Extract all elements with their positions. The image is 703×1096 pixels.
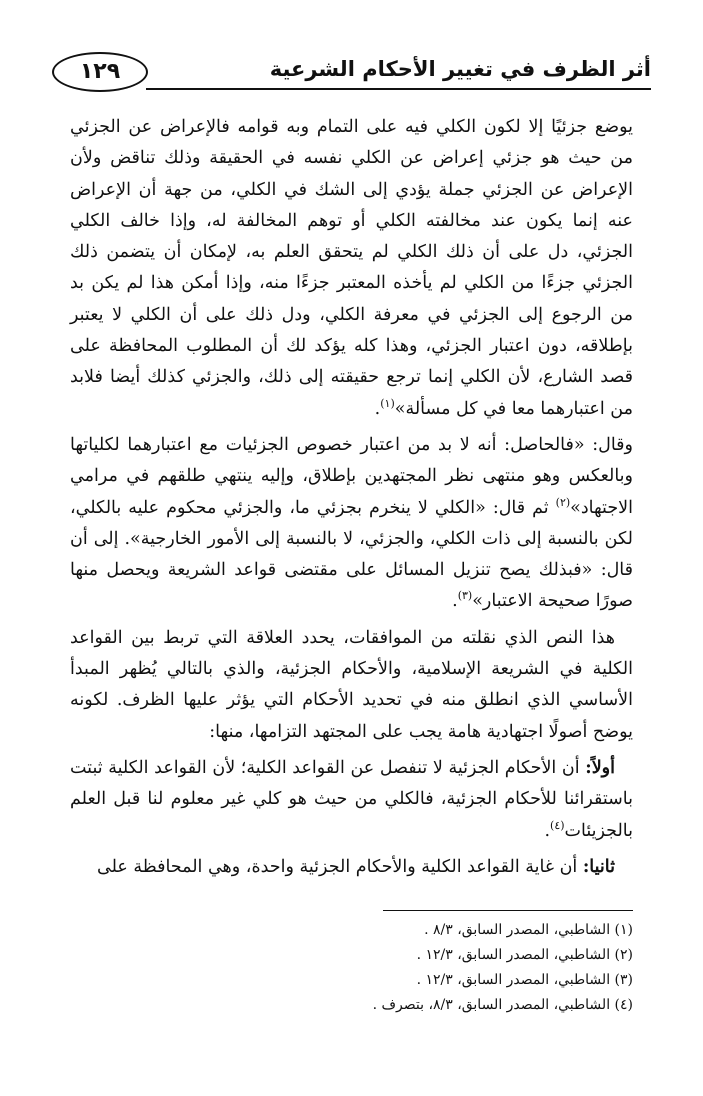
footnote-ref-4: (٤) (550, 818, 565, 832)
paragraph-2: وقال: «فالحاصل: أنه لا بد من اعتبار خصوص الجزئيات مع اعتبارهما لكلياتها وبالعكس وهو منتهى نظر المجتهدين بإطلاق، وإليه ينتهي طلقهم في مرامي الاجتهاد»$^{(٢)}$ ثم قال: «الكلي لا ينخرم بجزئي ما، والجزئي محكوم عليه بالكلي، لكن بالنسبة إلى ذات الكلي، والجزئي، لا بالنسبة إلى الأمور الخارجية». إلى أن قال: «فبذلك يصح تنزيل المسائل على مقتضى قواعد الشريعة ويحصل منها صورًا صحيحة الاعتبار»$^{(٣)}$. (70, 434, 633, 612)
paragraph-5 (70, 852, 633, 883)
footnote-2: (٢) الشاطبي، المصدر السابق، ١٢/٣ . (416, 947, 633, 963)
footnote-ref-2: (٢) (555, 495, 571, 509)
paragraph-1-text: يوضع جزئيًا إلا لكون الكلي فيه على التمام وبه قوامه فالإعراض عن الجزئي من حيث هو جزئي إعراض عن الكلي نفسه في الحقيقة وذلك تناقض ولأن الإعراض عن الجزئي جملة يؤدي إلى الشك في الكلي، من جهة أن الإعراض عنه إنما يكون عند مخالفته الكلي أو توهم المخالفة له، وإذا خالف الكلي الجزئي، دل على أن ذلك الكلي لم يتحقق العلم به، لإمكان أن يتضمن ذلك الجزئي جزءًا من الكلي لم يأخذه المعتبر جزءًا منه، وإذا أمكن هذا لم يكن بد من الرجوع إلى الجزئي في معرفة الكلي، ودل ذلك على أن الكلي لا يعتبر بإطلاقه، دون اعتبار الجزئي، وهذا كله يؤكد لك أن المطلوب المحافظة على قصد الشارع، لأن الكلي إنما ترجع حقيقته إلى ذلك، والجزئي كذلك أيضا فلابد من اعتبارهما معا في كل مسألة» (70, 117, 633, 419)
footnote-3: (٣) الشاطبي، المصدر السابق، ١٢/٣ . (416, 972, 633, 988)
footnote-4: (٤) الشاطبي، المصدر السابق، ٨/٣، بتصرف . (372, 997, 633, 1013)
footnotes (70, 918, 633, 1018)
footnote-ref-1: (١) (380, 396, 395, 410)
paragraph-4: أولاً: أن الأحكام الجزئية لا تنفصل عن القواعد الكلية؛ لأن القواعد الكلية ثبتت باستقرائنا للأحكام الجزئية، فالكلي من حيث هو كلي غير معلوم لنا قبل العلم بالجزيئات$^{(٤)}$. (70, 757, 633, 841)
paragraph-4-lead: أولاً: (585, 757, 615, 778)
paragraph-2-text-a: وقال: «فالحاصل: أنه لا بد من اعتبار خصوص الجزئيات مع اعتبارهما لكلياتها وبالعكس وهو منتهى نظر المجتهدين بإطلاق، وإليه ينتهي طلقهم في مرامي الاجتهاد» (70, 434, 633, 518)
page-number: ١٢٩ (52, 52, 148, 92)
paragraph-1: يوضع جزئيًا إلا لكون الكلي فيه على التمام وبه قوامه فالإعراض عن الجزئي من حيث هو جزئي إعراض عن الكلي نفسه في الحقيقة وذلك تناقض ولأن الإعراض عن الجزئي جملة يؤدي إلى الشك في الكلي، من جهة أن الإعراض عنه إنما يكون عند مخالفته الكلي أو توهم المخالفة له، وإذا خالف الكلي الجزئي، دل على أن ذلك الكلي لم يتحقق العلم به، لإمكان أن يتضمن ذلك الجزئي جزءًا من الكلي لم يأخذه المعتبر جزءًا منه، وإذا أمكن هذا لم يكن بد من الرجوع إلى الجزئي في معرفة الكلي، ودل ذلك على أن الكلي لا يعتبر بإطلاقه، دون اعتبار الجزئي، وهذا كله يؤكد لك أن المطلوب المحافظة على قصد الشارع، لأن الكلي إنما ترجع حقيقته إلى ذلك، والجزئي كذلك أيضا فلابد من اعتبارهما معا في كل مسألة»$^{(١)}$. (70, 117, 633, 419)
paragraph-3 (70, 623, 633, 748)
paragraph-3-text: هذا النص الذي نقلته من الموافقات، يحدد العلاقة التي تربط بين القواعد الكلية في الشريعة الإسلامية، والأحكام الجزئية، والذي بالتالي يُظهر المبدأ الأساسي الذي انطلق منه في تحديد الأحكام التي يؤثر عليها الظرف. لكونه يوضح أصولًا اجتهادية هامة يجب على المجتهد التزامها، منها: (70, 627, 633, 742)
paragraph-2-text-b: ثم قال: «الكلي لا ينخرم بجزئي ما، والجزئي محكوم عليه بالكلي، لكن بالنسبة إلى ذات الكلي، والجزئي، لا بالنسبة إلى الأمور الخارجية». إلى أن قال: «فبذلك يصح تنزيل المسائل على مقتضى قواعد الشريعة ويحصل منها صورًا صحيحة الاعتبار» (70, 497, 633, 612)
paragraph-4-text: أن الأحكام الجزئية لا تنفصل عن القواعد الكلية؛ لأن القواعد الكلية ثبتت باستقرائنا للأحكام الجزئية، فالكلي من حيث هو كلي غير معلوم لنا قبل العلم بالجزيئات (70, 757, 633, 841)
running-title: أثر الظرف في تغيير الأحكام الشرعية (269, 57, 651, 81)
main-text (70, 112, 633, 883)
paragraph-5-lead: ثانيا: (582, 856, 615, 877)
footnote-ref-3: (٣) (457, 589, 473, 603)
footnote-divider (383, 910, 633, 911)
header-divider (146, 88, 651, 90)
footnote-1: (١) الشاطبي، المصدر السابق، ٨/٣ . (424, 922, 633, 938)
paragraph-5-text: أن غاية القواعد الكلية والأحكام الجزئية واحدة، وهي المحافظة على (96, 856, 583, 877)
